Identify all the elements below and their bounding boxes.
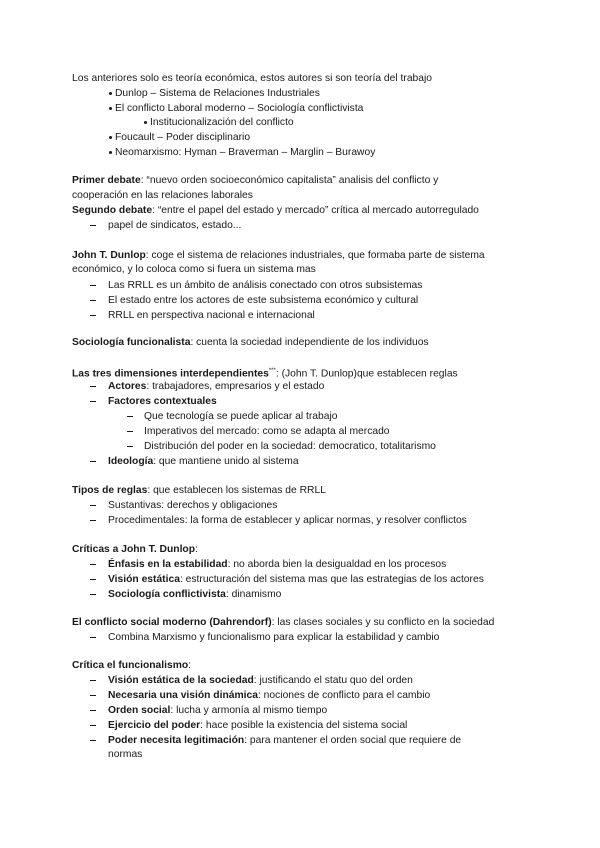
conflicto-line [72,616,494,629]
intro-bullet: Dunlop – Sistema de Relaciones Industriales [115,88,320,99]
critica-func-item-text: : justificando el statu quo del orden [253,675,413,686]
reglas-text: : que establecen los sistemas de RRLL [147,485,326,496]
primer-debate-label: Primer debate [72,175,141,186]
dimensiones-text: : (John T. Dunlop)que establecen reglas [275,368,458,380]
dash-bullet [90,564,96,565]
dimensiones-line [72,365,458,380]
criticas-text: : [195,544,198,555]
dash-bullet [90,579,96,580]
critica-func-item [108,719,407,732]
criticas-item [108,573,484,586]
segundo-debate-line [72,204,479,217]
actores-text: : trabajadores, empresarios y el estado [146,381,325,392]
bullet-dot [109,92,112,95]
dimensiones-label: Las tres dimensiones interdependientes [72,368,269,380]
dash-bullet [90,520,96,521]
reglas-item: Sustantivas: derechos y obligaciones [108,500,278,511]
factores-item: Distribución del poder en la sociedad: democratico, totalitarismo [144,441,436,452]
dunlop-text: : coge el sistema de relaciones industriales, que formaba parte de sistema [145,250,485,261]
factores-item: Imperativos del mercado: como se adapta al mercado [144,426,390,437]
criticas-item [108,588,281,601]
criticas-item [108,558,446,571]
dash-bullet [90,725,96,726]
criticas-item-text: : dinamismo [225,589,282,600]
critica-func-item [108,674,413,687]
reglas-label: Tipos de reglas [72,485,148,496]
conflicto-item: Combina Marxismo y funcionalismo para explicar la estabilidad y cambio [108,632,440,643]
bullet-dot [144,121,147,124]
critica-func-item-text: : lucha y armonía al mismo tiempo [170,705,328,716]
dash-bullet [90,710,96,711]
critica-func-item [108,734,461,747]
dunlop-item: El estado entre los actores de este subsistema económico y cultural [108,295,419,306]
dash-bullet [90,225,96,226]
funcionalista-text: : cuenta la sociedad independiente de los individuos [190,337,429,348]
dash-bullet [90,461,96,462]
factores-label: Factores contextuales [108,396,217,407]
primer-debate-text: : “nuevo orden socioeconómico capitalista” analisis del conflicto y [140,175,439,186]
dunlop-line [72,249,485,262]
factores-item: Que tecnología se puede aplicar al trabajo [144,411,338,422]
critica-func-item-label: Visión estática de la sociedad [108,675,254,686]
reglas-line [72,484,326,497]
criticas-item-text: : no aborda bien la desigualdad en los procesos [227,559,447,570]
critica-func-last-cont: normas [108,749,143,760]
critica-func-text: : [188,660,192,671]
criticas-item-label: Visión estática [108,574,180,585]
funcionalista-line [72,336,429,349]
critica-func-item-label: Ejercicio del poder [108,720,201,731]
dunlop-label: John T. Dunlop [72,250,146,261]
bullet-dot [109,136,112,139]
dash-bullet [90,386,96,387]
dash-bullet [127,431,133,432]
dash-bullet [90,285,96,286]
dash-bullet [90,505,96,506]
primer-debate-line [72,174,438,187]
intro-bullet: Foucault – Poder disciplinario [115,132,251,143]
dash-bullet [90,695,96,696]
primer-debate-cont: cooperación en las relaciones laborales [72,190,253,201]
criticas-item-text: : estructuración del sistema mas que las estrategias de los actores [179,574,484,585]
funcionalista-label: Sociología funcionalista [72,337,191,348]
actores-line [108,380,324,393]
conflicto-text: : las clases sociales y su conflicto en la sociedad [271,617,495,628]
criticas-item-label: Énfasis en la estabilidad [108,559,228,570]
criticas-label: Críticas a John T. Dunlop [72,544,196,555]
critica-func-item-text: : nociones de conflicto para el cambio [257,690,431,701]
reglas-item: Procedimentales: la forma de establecer y aplicar normas, y resolver conflictos [108,515,467,526]
critica-func-item [108,689,430,702]
ideologia-line [108,455,299,468]
dash-bullet [90,300,96,301]
ideologia-label: Ideología [108,456,154,467]
dash-bullet [127,416,133,417]
ideologia-text: : que mantiene unido al sistema [153,456,299,467]
critica-func-item-label: Necesaria una visión dinámica [108,690,258,701]
segundo-debate-text: : “entre el papel del estado y mercado” crítica al mercado autorregulado [152,205,479,216]
dash-bullet [90,680,96,681]
bullet-dot [109,107,112,110]
critica-func-item-text: : para mantener el orden social que requiere de [244,735,462,746]
critica-func-item-label: Orden social [108,705,171,716]
segundo-debate-item: papel de sindicatos, estado... [108,220,242,231]
dash-bullet [90,740,96,741]
dash-bullet [90,637,96,638]
critica-func-line [72,659,191,672]
criticas-item-label: Sociología conflictivista [108,589,226,600]
segundo-debate-label: Segundo debate [72,205,153,216]
dunlop-item: Las RRLL es un ámbito de análisis conectado con otros subsistemas [108,280,423,291]
critica-func-item-label: Poder necesita legitimación [108,735,245,746]
intro-bullet: Neomarxismo: Hyman – Braverman – Marglin – Burawoy [115,147,376,158]
intro-subbullet: Institucionalización del conflicto [150,117,294,128]
dash-bullet [90,315,96,316]
bullet-dot [109,151,112,154]
actores-label: Actores [108,381,147,392]
conflicto-label: El conflicto social moderno (Dahrendorf) [72,617,272,628]
dunlop-cont: económico, y lo coloca como si fuera un sistema mas [72,264,316,275]
dash-bullet [90,401,96,402]
dimensiones-stars: *** [268,368,276,374]
critica-func-label: Crítica el funcionalismo [72,660,189,671]
criticas-line [72,543,198,556]
critica-func-item-text: : hace posible la existencia del sistema social [200,720,408,731]
dunlop-item: RRLL en perspectiva nacional e internacional [108,310,315,321]
intro-bullet: El conflicto Laboral moderno – Sociología conflictivista [115,103,364,114]
dash-bullet [90,594,96,595]
dash-bullet [127,446,133,447]
critica-func-item [108,704,327,717]
intro-line: Los anteriores solo es teoría económica, estos autores si son teoría del trabajo [72,73,433,84]
